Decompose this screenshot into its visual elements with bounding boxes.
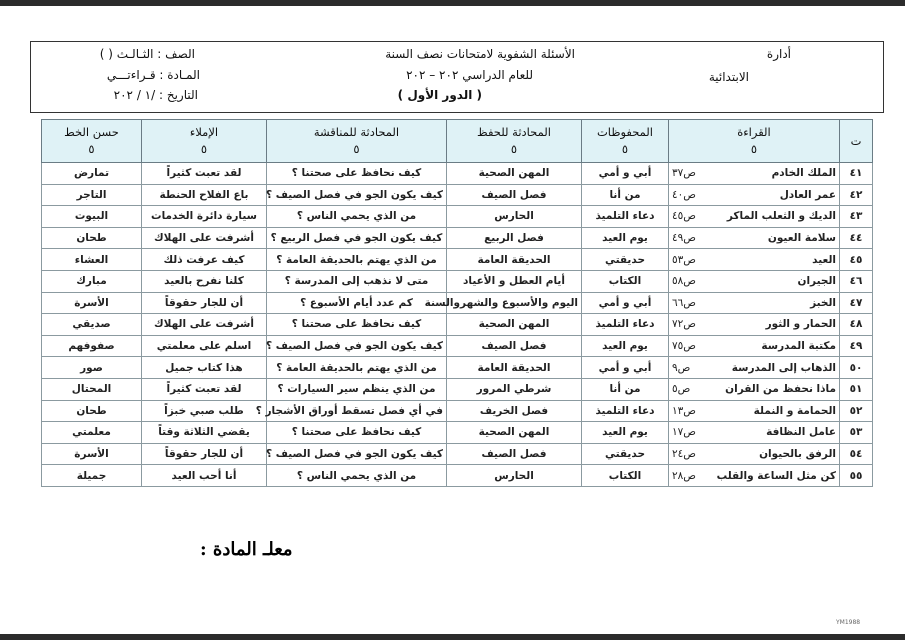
column-header-label: القراءة (737, 125, 771, 139)
row-number: ٤٣ (840, 206, 873, 228)
row-number: ٤٩ (840, 335, 873, 357)
handwriting-cell: الأسرة (42, 443, 142, 465)
reading-title-text: الحمار و الثور (765, 318, 836, 331)
handwriting-cell: البيوت (42, 206, 142, 228)
reading-title (669, 443, 840, 465)
reading-title (669, 206, 840, 228)
column-header-label: المحفوظات (596, 125, 653, 139)
reading-title (669, 400, 840, 422)
reading-title (669, 163, 840, 185)
column-header (582, 120, 669, 163)
row-number: ٥٠ (840, 357, 873, 379)
page-number: ص١٣ (672, 404, 696, 417)
page-number: ص٤٠ (672, 188, 696, 201)
dictation-cell: باع الفلاح الحنطة (142, 184, 267, 206)
dictation-cell: لقد تعبت كثيراً (142, 163, 267, 185)
reading-title-text: الجيران (797, 275, 836, 288)
page-number: ص١٧ (672, 426, 696, 439)
date-line: التاريخ : /١ / ٢٠٢ (113, 88, 198, 102)
reading-title (669, 184, 840, 206)
poem-cell: أبي و أمي (582, 357, 669, 379)
memorize-talk-cell: فصل الخريف (447, 400, 582, 422)
table-row (42, 270, 873, 292)
page-number: ص٤٥ (672, 210, 696, 223)
table-row (42, 443, 873, 465)
reading-title (669, 249, 840, 271)
column-header (42, 120, 142, 163)
poem-cell: أبي و أمي (582, 163, 669, 185)
table-row (42, 184, 873, 206)
class-line: الصف : الثـالـث ( ) (99, 47, 195, 61)
column-header-label: ت (850, 133, 862, 148)
memorize-talk-cell: الحارس (447, 206, 582, 228)
handwriting-cell: صديقي (42, 314, 142, 336)
row-number: ٥٣ (840, 422, 873, 444)
discussion-cell: من الذي ينظم سير السيارات ؟ (267, 378, 447, 400)
column-header-label: حسن الخط (64, 125, 119, 139)
reading-title-text: العيد (812, 253, 836, 266)
discussion-cell: كيف يكون الجو في فصل الصيف ؟ (267, 335, 447, 357)
row-number: ٤٨ (840, 314, 873, 336)
reading-title-text: ماذا نحفظ من القران (725, 383, 836, 396)
poem-cell: يوم العيد (582, 422, 669, 444)
page-number: ص٣٧ (672, 167, 696, 180)
poem-cell: يوم العيد (582, 227, 669, 249)
page-number: ص٧٢ (672, 318, 696, 331)
subject-line: المـادة : قـراءتـــي (106, 68, 200, 82)
discussion-cell: من الذي يحمي الناس ؟ (267, 206, 447, 228)
table-row (42, 357, 873, 379)
handwriting-cell: صور (42, 357, 142, 379)
row-number: ٤١ (840, 163, 873, 185)
column-header (669, 120, 840, 163)
reading-title (669, 422, 840, 444)
page-number: ص٥٣ (672, 253, 696, 266)
discussion-cell: في أي فصل تسقط أوراق الأشجار ؟ (267, 400, 447, 422)
memorize-talk-cell: أيام العطل و الأعياد (447, 270, 582, 292)
table-row (42, 314, 873, 336)
row-number: ٥٥ (840, 465, 873, 487)
discussion-cell: كم عدد أيام الأسبوع ؟ (267, 292, 447, 314)
poem-cell: أبي و أمي (582, 292, 669, 314)
handwriting-cell: طحان (42, 400, 142, 422)
handwriting-cell: المحتال (42, 378, 142, 400)
dictation-cell: أن للجار حقوقاً (142, 292, 267, 314)
memorize-talk-cell: اليوم والأسبوع والشهروالسنة (447, 292, 582, 314)
poem-cell: يوم العيد (582, 335, 669, 357)
reading-title-text: الديك و الثعلب الماكر (726, 210, 836, 223)
handwriting-cell: تمارض (42, 163, 142, 185)
memorize-talk-cell: الحديقة العامة (447, 357, 582, 379)
reading-title (669, 314, 840, 336)
discussion-cell: من الذي يهتم بالحديقة العامة ؟ (267, 357, 447, 379)
teacher-signature: معلـ المادة : (200, 539, 293, 560)
page-number: ص٤٩ (672, 232, 696, 245)
discussion-cell: كيف نحافظ على صحتنا ؟ (267, 163, 447, 185)
round-label: ( الدور الأول ) (397, 88, 482, 102)
column-header-mark: ٥ (621, 142, 629, 156)
memorize-talk-cell: المهن الصحية (447, 314, 582, 336)
discussion-cell: متى لا نذهب إلى المدرسة ؟ (267, 270, 447, 292)
table-header-row (42, 120, 873, 163)
row-number: ٤٤ (840, 227, 873, 249)
poem-cell: من أنا (582, 184, 669, 206)
questions-table (41, 119, 873, 487)
table-row (42, 335, 873, 357)
year-line: للعام الدراسي ٢٠٢ – ٢٠٢ (406, 68, 533, 82)
reading-title (669, 292, 840, 314)
handwriting-cell: مبارك (42, 270, 142, 292)
dictation-cell: كيف عرفت ذلك (142, 249, 267, 271)
dictation-cell: كلنا نفرح بالعيد (142, 270, 267, 292)
row-number: ٤٧ (840, 292, 873, 314)
memorize-talk-cell: المهن الصحية (447, 163, 582, 185)
dictation-cell: أشرفت على الهلاك (142, 314, 267, 336)
reading-title (669, 357, 840, 379)
page-number: ص٢٤ (672, 448, 696, 461)
poem-cell: حديقتي (582, 249, 669, 271)
discussion-cell: كيف يكون الجو في فصل الصيف ؟ (267, 443, 447, 465)
reading-title-text: الملك الخادم (771, 167, 836, 180)
reading-title (669, 270, 840, 292)
table-row (42, 206, 873, 228)
column-header (840, 120, 873, 163)
column-header-mark: ٥ (510, 142, 518, 156)
doc-title: الأسئلة الشفوية لامتحانات نصف السنة (385, 47, 575, 61)
reading-title-text: الحمامة و النملة (753, 404, 836, 417)
discussion-cell: كيف يكون الجو في فصل الربيع ؟ (267, 227, 447, 249)
reading-title-text: الذهاب إلى المدرسة (731, 361, 836, 374)
memorize-talk-cell: المهن الصحية (447, 422, 582, 444)
discussion-cell: كيف يكون الجو في فصل الصيف ؟ (267, 184, 447, 206)
column-header (447, 120, 582, 163)
page-number: ص٩ (672, 361, 691, 374)
column-header (267, 120, 447, 163)
page-number: ص٢٨ (672, 469, 696, 482)
dictation-cell: سيارة دائرة الخدمات (142, 206, 267, 228)
table-row (42, 249, 873, 271)
memorize-talk-cell: شرطي المرور (447, 378, 582, 400)
discussion-cell: كيف نحافظ على صحتنا ؟ (267, 314, 447, 336)
poem-cell: من أنا (582, 378, 669, 400)
reading-title-text: الرفق بالحيوان (759, 448, 836, 461)
table-row (42, 400, 873, 422)
poem-cell: دعاء التلميذ (582, 206, 669, 228)
memorize-talk-cell: فصل الصيف (447, 335, 582, 357)
discussion-cell: من الذي يحمي الناس ؟ (267, 465, 447, 487)
handwriting-cell: معلمتي (42, 422, 142, 444)
memorize-talk-cell: فصل الربيع (447, 227, 582, 249)
watermark-tag: YM1988 (836, 619, 861, 626)
memorize-talk-cell: الحديقة العامة (447, 249, 582, 271)
column-header-mark: ٥ (88, 142, 95, 156)
dictation-cell: طلب صبي خبزاً (142, 400, 267, 422)
page-number: ص٧٥ (672, 340, 696, 353)
column-header-label: المحادثة للمناقشة (313, 125, 400, 139)
row-number: ٥٢ (840, 400, 873, 422)
column-header-label: الإملاء (189, 125, 219, 139)
reading-title-text: مكتبة المدرسة (761, 340, 836, 353)
dictation-cell: اسلم على معلمتي (142, 335, 267, 357)
dictation-cell: هذا كتاب جميل (142, 357, 267, 379)
poem-cell: دعاء التلميذ (582, 314, 669, 336)
row-number: ٥٤ (840, 443, 873, 465)
admin-label: أدارة (766, 47, 791, 61)
table-body (42, 163, 873, 487)
poem-cell: دعاء التلميذ (582, 400, 669, 422)
poem-cell: حديقتي (582, 443, 669, 465)
table-row (42, 163, 873, 185)
school-label: الابتدائية (708, 70, 749, 84)
reading-title-text: كن مثل الساعة والقلب (716, 469, 836, 482)
column-header-label: المحادثة للحفظ (477, 125, 551, 139)
row-number: ٥١ (840, 378, 873, 400)
table-row (42, 422, 873, 444)
column-header-mark: ٥ (200, 142, 208, 156)
reading-title-text: عمر العادل (779, 188, 836, 201)
dictation-cell: أشرفت على الهلاك (142, 227, 267, 249)
handwriting-cell: التاجر (42, 184, 142, 206)
dictation-cell: أن للجار حقوقاً (142, 443, 267, 465)
handwriting-cell: الأسرة (42, 292, 142, 314)
dictation-cell: أنا أحب العيد (142, 465, 267, 487)
reading-title-text: الخبز (810, 296, 836, 309)
row-number: ٤٦ (840, 270, 873, 292)
dictation-cell: يقضي الثلاثة وقتاً (142, 422, 267, 444)
discussion-cell: كيف نحافظ على صحتنا ؟ (267, 422, 447, 444)
page-number: ص٥٨ (672, 275, 696, 288)
memorize-talk-cell: فصل الصيف (447, 184, 582, 206)
table-row (42, 227, 873, 249)
page-number: ص٦٦ (672, 296, 696, 309)
row-number: ٤٥ (840, 249, 873, 271)
reading-title (669, 378, 840, 400)
handwriting-cell: العشاء (42, 249, 142, 271)
reading-title-text: سلامة العيون (767, 232, 836, 245)
column-header-mark: ٥ (750, 142, 758, 156)
handwriting-cell: طحان (42, 227, 142, 249)
memorize-talk-cell: فصل الصيف (447, 443, 582, 465)
column-header-mark: ٥ (353, 142, 360, 156)
row-number: ٤٢ (840, 184, 873, 206)
page-number: ص٥ (672, 383, 691, 396)
handwriting-cell: صفوفهم (42, 335, 142, 357)
discussion-cell: من الذي يهتم بالحديقة العامة ؟ (267, 249, 447, 271)
handwriting-cell: جميلة (42, 465, 142, 487)
poem-cell: الكتاب (582, 465, 669, 487)
exam-sheet (0, 6, 905, 634)
memorize-talk-cell: الحارس (447, 465, 582, 487)
table-row (42, 378, 873, 400)
reading-title (669, 335, 840, 357)
dictation-cell: لقد تعبت كثيراً (142, 378, 267, 400)
reading-title (669, 227, 840, 249)
poem-cell: الكتاب (582, 270, 669, 292)
reading-title (669, 465, 840, 487)
table-row (42, 465, 873, 487)
table-row (42, 292, 873, 314)
reading-title-text: عامل النظافة (766, 426, 836, 439)
column-header (142, 120, 267, 163)
